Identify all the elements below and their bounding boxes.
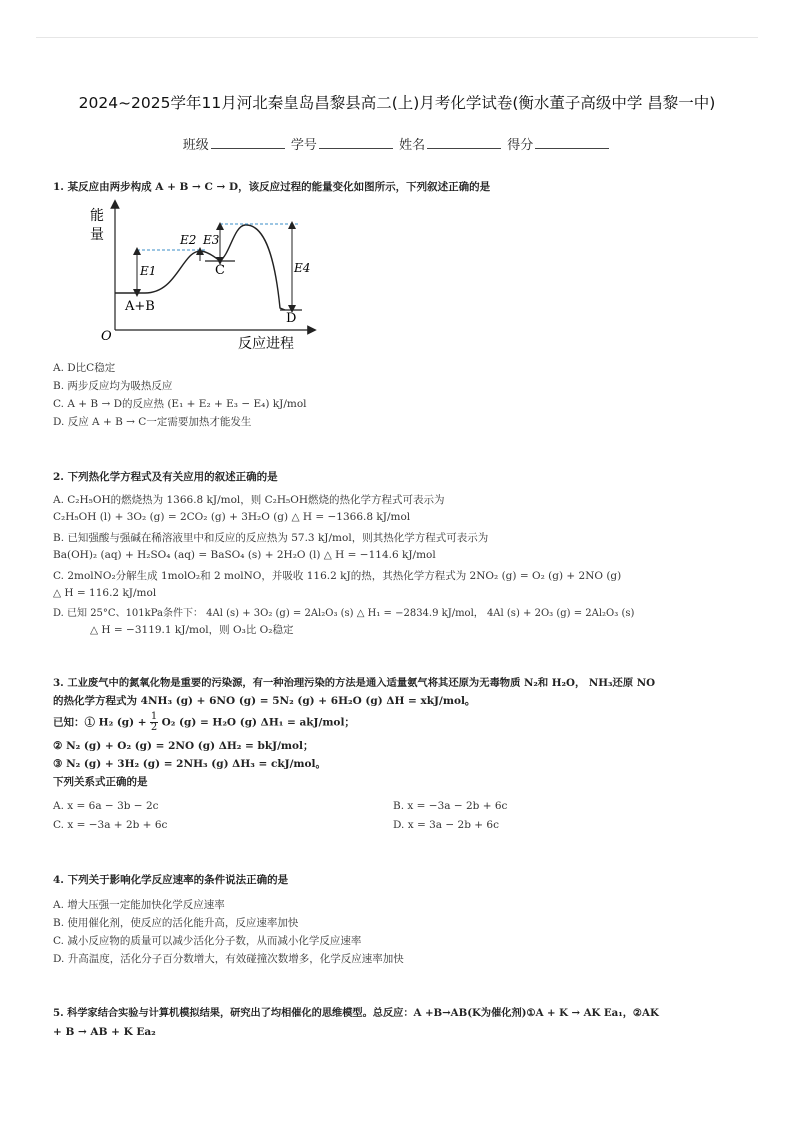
y-axis-label-1: 能 xyxy=(90,208,104,224)
q2-option-c-equation: △ H = 116.2 kJ/mol xyxy=(53,587,157,599)
label-c: C xyxy=(215,263,225,278)
q5-stem-line-2: + B → AB + K Ea₂ xyxy=(53,1026,156,1038)
q4-option-a[interactable]: A. 增大压强一定能加快化学反应速率 xyxy=(53,899,225,911)
y-axis-label-2: 量 xyxy=(90,227,104,243)
label-d: D xyxy=(286,311,297,326)
class-label: 班级 xyxy=(182,138,209,153)
q3-stem-line-2: 的热化学方程式为 4NH₃ (g) + 6NO (g) = 5N₂ (g) + 6H₂O (g) ΔH = xkJ/mol。 xyxy=(53,695,476,707)
score-label: 得分 xyxy=(507,138,534,153)
q3-option-a[interactable]: A. x = 6a − 3b − 2c xyxy=(53,800,159,812)
q2-option-d[interactable]: D. 已知 25°C、101kPa条件下： 4Al (s) + 3O₂ (g) = 2Al₂O₃ (s) △ H₁ = −2834.9 kJ/mol， 4Al (s) + 2O₃ (g) = 2Al₂O₃ (s) xyxy=(53,608,635,619)
q2-option-a[interactable]: A. C₂H₅OH的燃烧热为 1366.8 kJ/mol，则 C₂H₅OH燃烧的热化学方程式可表示为 xyxy=(53,494,445,506)
label-e1: E1 xyxy=(140,264,157,278)
q1-option-c[interactable]: C. A + B → D的反应热 (E₁ + E₂ + E₃ − E₄) kJ/mol xyxy=(53,398,307,410)
label-ab: A+B xyxy=(125,299,155,314)
q4-option-d[interactable]: D. 升高温度，活化分子百分数增大，有效碰撞次数增多，化学反应速率加快 xyxy=(53,953,404,965)
q1-option-b[interactable]: B. 两步反应均为吸热反应 xyxy=(53,380,173,392)
q1-energy-diagram xyxy=(80,198,330,358)
label-e2: E2 xyxy=(180,233,197,247)
header-divider xyxy=(36,37,758,38)
origin-label: O xyxy=(101,329,112,344)
class-blank[interactable] xyxy=(211,136,285,149)
name-blank[interactable] xyxy=(427,136,501,149)
q2-option-a-equation: C₂H₅OH (l) + 3O₂ (g) = 2CO₂ (g) + 3H₂O (g) △ H = −1366.8 kJ/mol xyxy=(53,511,411,523)
q3-ask: 下列关系式正确的是 xyxy=(53,776,148,788)
q3-stem-line-1: 3. 工业废气中的氮氧化物是重要的污染源，有一种治理污染的方法是通入适量氨气将其还原为无毒物质 N₂和 H₂O， NH₃还原 NO xyxy=(53,677,656,689)
q2-stem: 2. 下列热化学方程式及有关应用的叙述正确的是 xyxy=(53,471,278,483)
q1-option-d[interactable]: D. 反应 A + B → C一定需要加热才能发生 xyxy=(53,416,252,428)
q3-known-1: 已知：① H₂ (g) + $\frac{1}{2}$ O₂ (g) = H₂O (g) ΔH₁ = akJ/mol； xyxy=(53,711,355,733)
x-axis-label: 反应进程 xyxy=(238,336,294,352)
q1-stem: 1. 某反应由两步构成 A + B → C → D，该反应过程的能量变化如图所示，下列叙述正确的是 xyxy=(53,181,491,193)
q2-option-d-equation: △ H = −3119.1 kJ/mol，则 O₃比 O₂稳定 xyxy=(90,624,294,636)
q2-option-b[interactable]: B. 已知强酸与强碱在稀溶液里中和反应的反应热为 57.3 kJ/mol，则其热化学方程式可表示为 xyxy=(53,532,489,544)
q2-option-b-equation: Ba(OH)₂ (aq) + H₂SO₄ (aq) = BaSO₄ (s) + 2H₂O (l) △ H = −114.6 kJ/mol xyxy=(53,549,436,561)
q4-option-c[interactable]: C. 减小反应物的质量可以减少活化分子数，从而减小化学反应速率 xyxy=(53,935,362,947)
q3-option-b[interactable]: B. x = −3a − 2b + 6c xyxy=(393,800,508,812)
q5-stem-line-1: 5. 科学家结合实验与计算机模拟结果，研究出了均相催化的思维模型。总反应：A +B→AB(K为催化剂)①A + K → AK Ea₁，②AK xyxy=(53,1007,659,1019)
fraction-half: $\frac{1}{2}$ xyxy=(150,711,158,733)
label-e4: E4 xyxy=(294,261,311,275)
q2-option-c[interactable]: C. 2molNO₂分解生成 1molO₂和 2 molNO，并吸收 116.2 kJ的热，其热化学方程式为 2NO₂ (g) = O₂ (g) + 2NO (g) xyxy=(53,570,622,582)
page-title: 2024~2025学年11月河北秦皇岛昌黎县高二(上)月考化学试卷(衡水董子高级中学 昌黎一中) xyxy=(78,94,716,112)
score-blank[interactable] xyxy=(535,136,609,149)
label-e3: E3 xyxy=(203,233,220,247)
q4-option-b[interactable]: B. 使用催化剂，使反应的活化能升高，反应速率加快 xyxy=(53,917,299,929)
q3-option-c[interactable]: C. x = −3a + 2b + 6c xyxy=(53,819,168,831)
number-blank[interactable] xyxy=(319,136,393,149)
q3-known-3: ③ N₂ (g) + 3H₂ (g) = 2NH₃ (g) ΔH₃ = ckJ/mol。 xyxy=(53,758,327,770)
q3-option-d[interactable]: D. x = 3a − 2b + 6c xyxy=(393,819,499,831)
student-info-line xyxy=(0,134,794,153)
name-label: 姓名 xyxy=(399,138,426,153)
number-label: 学号 xyxy=(290,138,317,153)
q1-option-a[interactable]: A. D比C稳定 xyxy=(53,362,116,374)
q4-stem: 4. 下列关于影响化学反应速率的条件说法正确的是 xyxy=(53,874,289,886)
q3-known-2: ② N₂ (g) + O₂ (g) = 2NO (g) ΔH₂ = bkJ/mol； xyxy=(53,740,314,752)
